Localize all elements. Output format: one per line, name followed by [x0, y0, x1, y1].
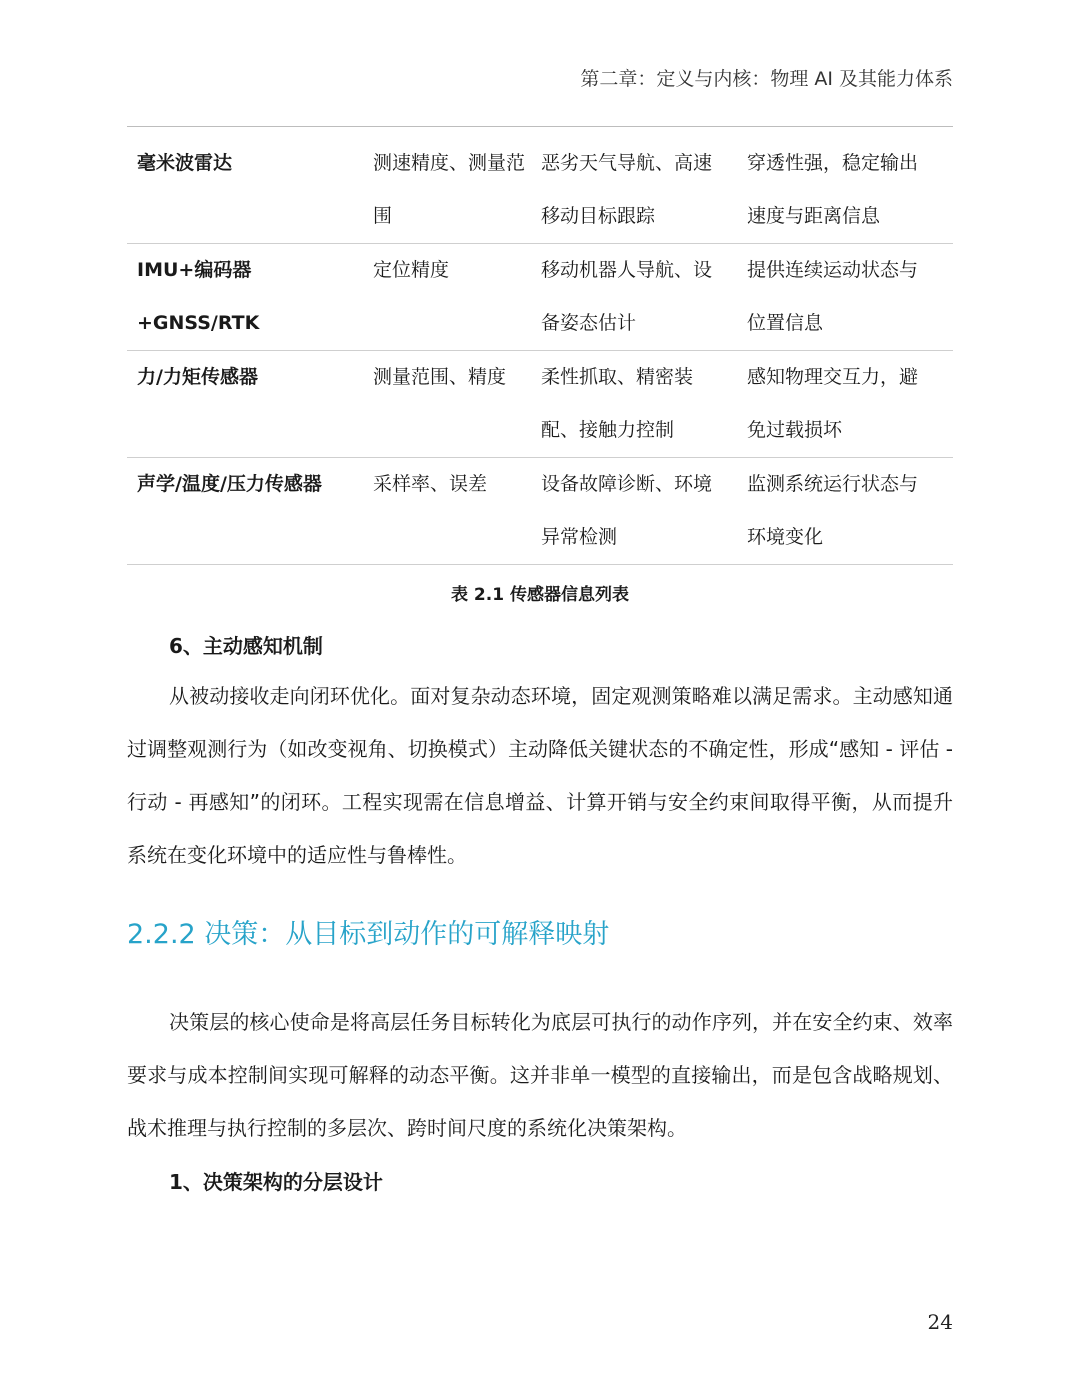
cell-line: 环境变化: [747, 526, 824, 548]
table-row: [127, 244, 953, 351]
cell-line: 提供连续运动状态与: [747, 259, 919, 281]
cell-line: IMU+编码器: [137, 259, 252, 281]
table-caption: 表 2.1 传感器信息列表: [451, 585, 629, 605]
cell-line: 免过载损坏: [747, 419, 843, 441]
page-number: 24: [927, 1310, 953, 1334]
cell-key-metrics: [365, 458, 541, 565]
cell-line: 穿透性强，稳定输出: [747, 152, 919, 174]
cell-key-metrics: [365, 351, 541, 458]
subsection-heading-active-perception: 6、主动感知机制: [169, 634, 323, 658]
cell-line: 柔性抓取、精密装: [541, 366, 694, 388]
cell-applications: [541, 458, 747, 565]
cell-line: 备姿态估计: [541, 312, 637, 334]
cell-applications: [541, 137, 747, 244]
cell-core-value: [747, 351, 953, 458]
cell-core-value: [747, 458, 953, 565]
subsection-heading-decision-architecture: 1、决策架构的分层设计: [169, 1170, 383, 1194]
table-row: [127, 458, 953, 565]
cell-line: 采样率、误差: [373, 473, 488, 495]
cell-line: 恶劣天气导航、高速: [541, 152, 713, 174]
cell-line: 定位精度: [373, 259, 450, 281]
cell-line: 测速精度、测量范: [373, 152, 526, 174]
cell-key-metrics: [365, 244, 541, 351]
cell-line: 监测系统运行状态与: [747, 473, 919, 495]
cell-sensor-name: [127, 351, 365, 458]
cell-line: 位置信息: [747, 312, 824, 334]
cell-sensor-name: [127, 458, 365, 565]
cell-line: 移动目标跟踪: [541, 205, 656, 227]
cell-applications: [541, 351, 747, 458]
cell-line: 感知物理交互力，避: [747, 366, 919, 388]
cell-line: 配、接触力控制: [541, 419, 675, 441]
cell-line: 测量范围、精度: [373, 366, 507, 388]
cell-line: 移动机器人导航、设: [541, 259, 713, 281]
cell-line: 毫米波雷达: [137, 152, 233, 174]
cell-sensor-name: [127, 244, 365, 351]
paragraph-active-perception: 从被动接收走向闭环优化。面对复杂动态环境，固定观测策略难以满足需求。主动感知通过调整观测行为（如改变视角、切换模式）主动降低关键状态的不确定性，形成“感知 - 评估 - 行动 - 再感知”的闭环。工程实现需在信息增益、计算开销与安全约束间取得平衡，从而提升系统在变化环境中的适应性与鲁棒性。: [127, 684, 953, 867]
cell-core-value: [747, 244, 953, 351]
cell-line: 围: [373, 205, 393, 227]
cell-line: 设备故障诊断、环境: [541, 473, 713, 495]
running-header: 第二章：定义与内核：物理 AI 及其能力体系: [580, 68, 953, 90]
header-divider: [127, 126, 953, 127]
cell-applications: [541, 244, 747, 351]
cell-sensor-name: [127, 137, 365, 244]
section-title: 2.2.2 决策：从目标到动作的可解释映射: [127, 919, 610, 950]
cell-line: +GNSS/RTK: [137, 312, 260, 334]
cell-line: 异常检测: [541, 526, 618, 548]
sensor-table: [127, 137, 953, 565]
table-row: [127, 351, 953, 458]
cell-line: 声学/温度/压力传感器: [137, 473, 322, 495]
cell-key-metrics: [365, 137, 541, 244]
paragraph-decision-layer: 决策层的核心使命是将高层任务目标转化为底层可执行的动作序列，并在安全约束、效率要求与成本控制间实现可解释的动态平衡。这并非单一模型的直接输出，而是包含战略规划、战术推理与执行控制的多层次、跨时间尺度的系统化决策架构。: [127, 1010, 953, 1140]
cell-line: 力/力矩传感器: [137, 366, 258, 388]
table-row: [127, 137, 953, 244]
cell-line: 速度与距离信息: [747, 205, 881, 227]
cell-core-value: [747, 137, 953, 244]
